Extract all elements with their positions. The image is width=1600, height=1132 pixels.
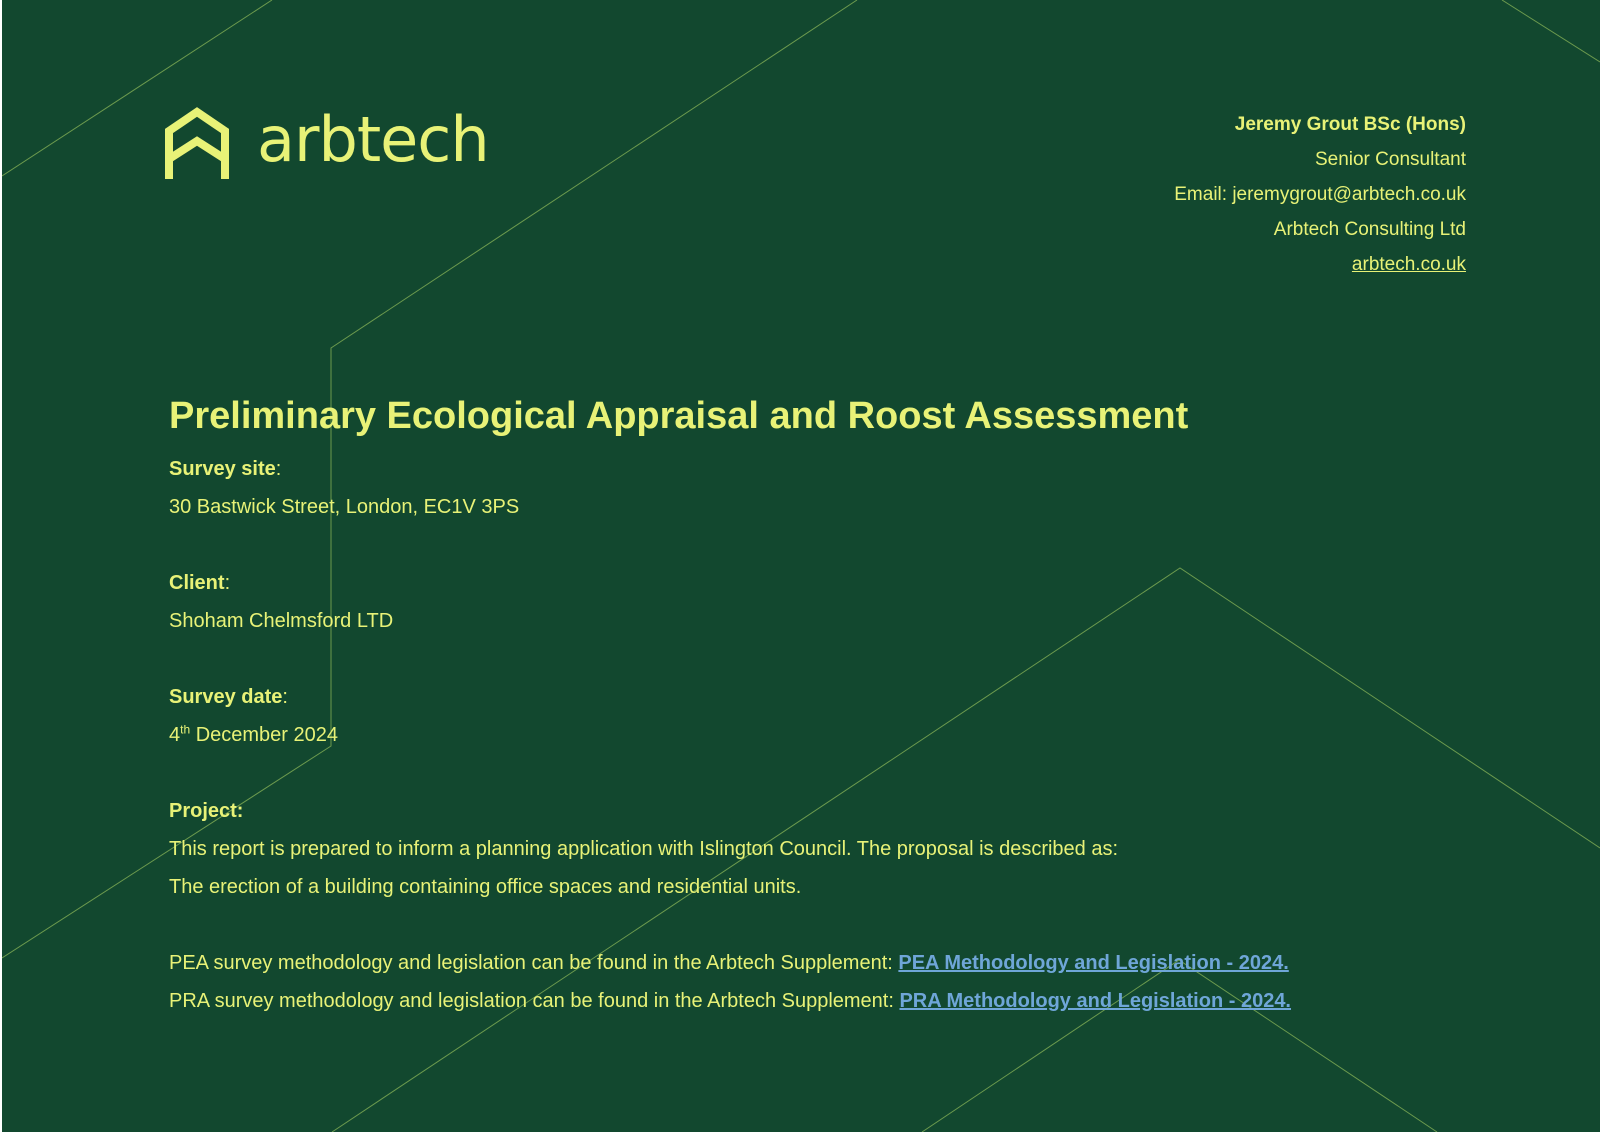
- arbtech-logo: [165, 103, 489, 184]
- survey-date-colon: :: [282, 686, 288, 708]
- pea-methodology-text: PEA survey methodology and legislation can be found in the Arbtech Supplement:: [169, 952, 899, 974]
- consultant-role: Senior Consultant: [1314, 149, 1466, 170]
- website-link[interactable]: arbtech.co.uk: [1351, 254, 1466, 275]
- client-label: Client: [169, 572, 225, 594]
- consultant-contact-block: [1174, 107, 1466, 282]
- project-proposal: The erection of a building containing office spaces and residential units.: [169, 876, 802, 898]
- survey-site-section: [169, 450, 1469, 526]
- client-section: [169, 564, 1469, 640]
- survey-date-label: Survey date: [169, 686, 283, 708]
- survey-date-section: [169, 678, 1469, 754]
- pea-methodology-line: [169, 944, 1469, 982]
- arbtech-chevron-icon: [165, 107, 229, 183]
- survey-site-label: Survey site: [169, 458, 276, 480]
- pra-methodology-text: PRA survey methodology and legislation can be found in the Arbtech Supplement:: [169, 990, 900, 1012]
- project-section: [169, 792, 1469, 906]
- project-label: Project:: [169, 800, 244, 822]
- project-description: This report is prepared to inform a planning application with Islington Council. The proposal is described as:: [169, 838, 1119, 860]
- survey-site-colon: :: [275, 458, 282, 480]
- survey-date-day: 4: [169, 724, 181, 746]
- survey-date-suffix: th: [180, 722, 191, 737]
- survey-site-value: 30 Bastwick Street, London, EC1V 3PS: [169, 496, 520, 518]
- report-details: [169, 392, 1469, 1020]
- consultant-name: Jeremy Grout BSc (Hons): [1234, 114, 1466, 135]
- survey-date-rest: December 2024: [190, 724, 339, 746]
- pea-methodology-link[interactable]: PEA Methodology and Legislation - 2024.: [898, 952, 1289, 974]
- client-value: Shoham Chelmsford LTD: [169, 610, 394, 632]
- consultant-email: Email: jeremygrout@arbtech.co.uk: [1174, 184, 1466, 205]
- decor-line-top-right: [1502, 0, 1600, 62]
- methodology-section: [169, 944, 1469, 1020]
- logo-wordmark: arbtech: [257, 103, 489, 176]
- pra-methodology-link[interactable]: PRA Methodology and Legislation - 2024.: [899, 990, 1291, 1012]
- report-title: Preliminary Ecological Appraisal and Roost Assessment: [169, 395, 1189, 437]
- cover-page: [2, 0, 1600, 1132]
- survey-date-value: [169, 716, 1469, 754]
- company-name: Arbtech Consulting Ltd: [1273, 219, 1466, 240]
- pra-methodology-line: [169, 982, 1469, 1020]
- client-colon: :: [224, 572, 231, 594]
